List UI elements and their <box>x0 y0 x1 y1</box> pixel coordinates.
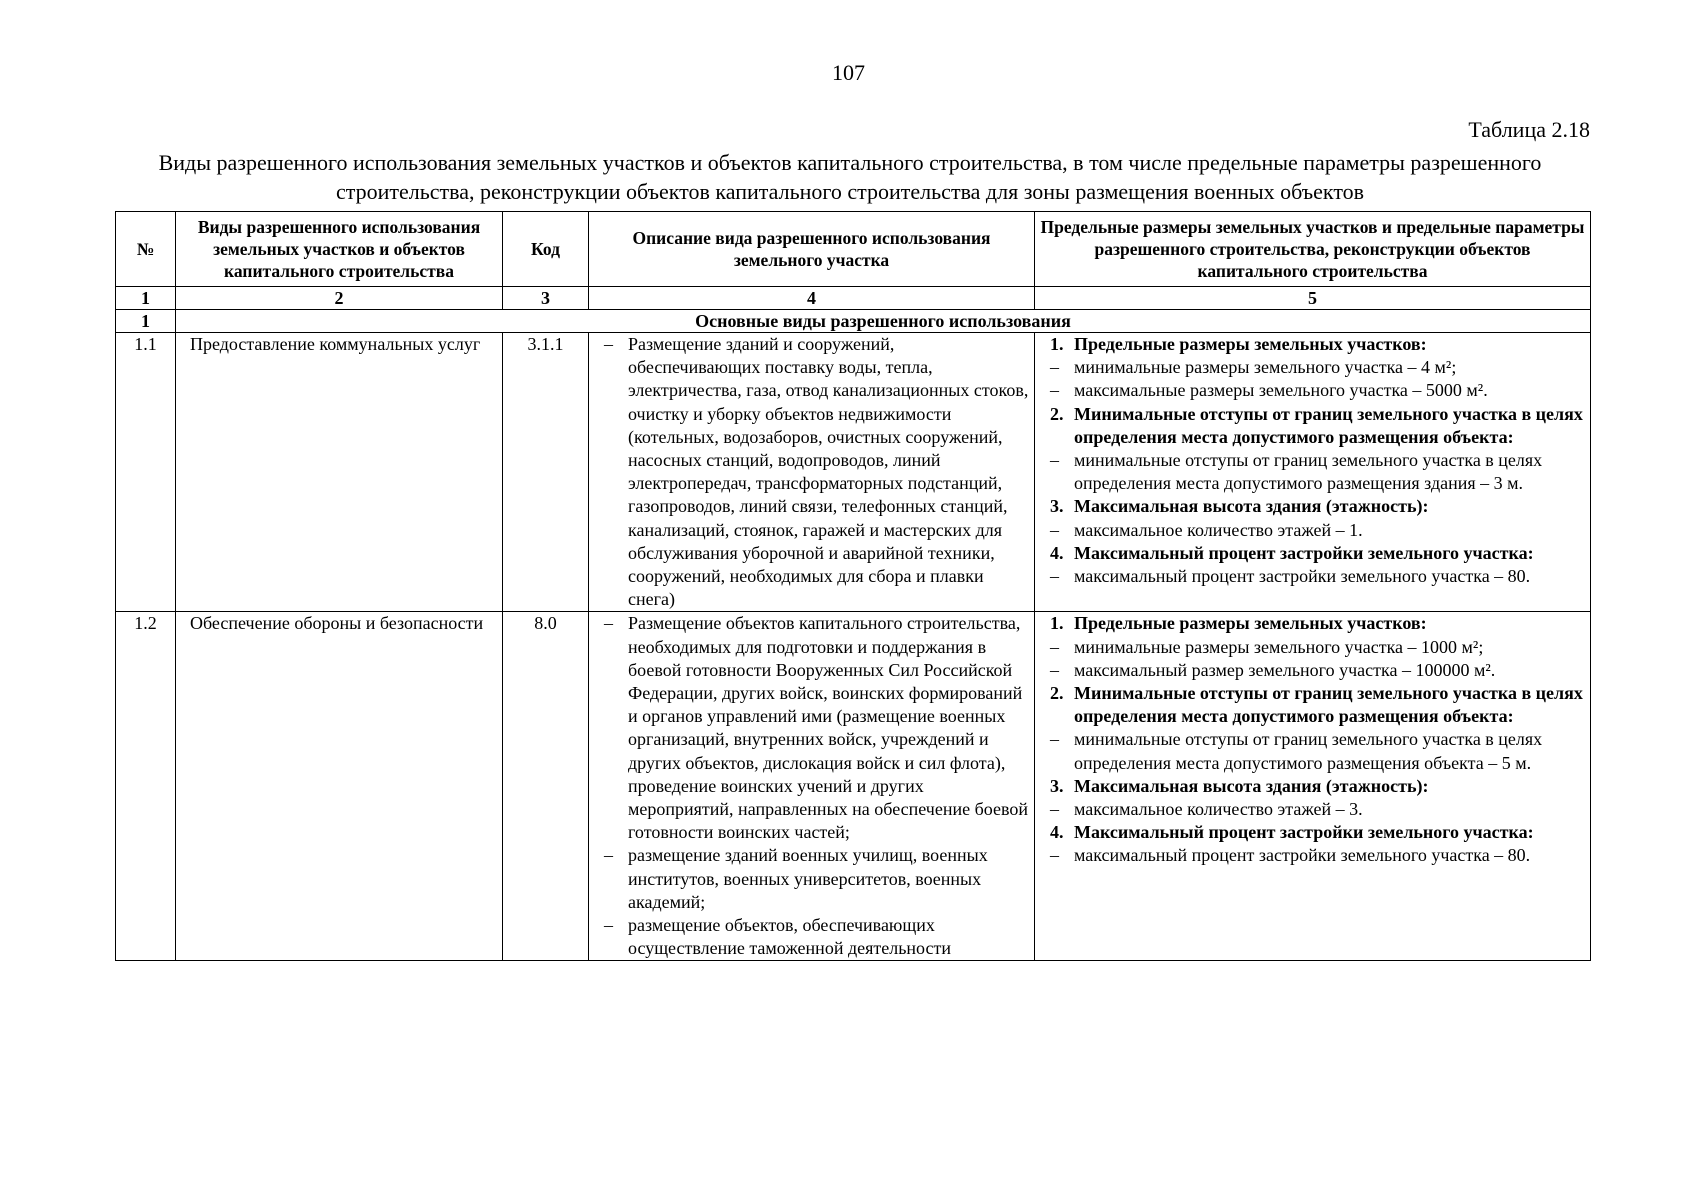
parameter-number: 3. <box>1050 496 1064 517</box>
column-number-row <box>116 287 1591 310</box>
parameter-number: 2. <box>1050 403 1064 424</box>
parameter-heading-text: Максимальный процент застройки земельного участка: <box>1074 822 1534 843</box>
column-number: 1 <box>116 287 176 310</box>
parameter-heading-text: Предельные размеры земельных участков: <box>1074 613 1427 634</box>
row-code: 8.0 <box>503 612 589 961</box>
description-item: – размещение объектов, обеспечивающих осуществление таможенной деятельности <box>594 914 1029 960</box>
parameter-heading-text: Минимальные отступы от границ земельного участка в целях определения места допустимого размещения объекта: <box>1074 403 1583 447</box>
parameter-value: – максимальные размеры земельного участка – 5000 м². <box>1040 379 1585 402</box>
parameter-heading-text: Максимальный процент застройки земельного участка: <box>1074 542 1534 563</box>
header-params: Предельные размеры земельных участков и предельные параметры разрешенного строительства, реконструкции объектов капитального строительства <box>1035 212 1591 287</box>
header-row <box>116 212 1591 287</box>
description-item: – Размещение зданий и сооружений, обеспечивающих поставку воды, тепла, электричества, газа, отвод канализационных стоков, очистку и уборку объектов недвижимости (котельных, водозаборов, очистных сооружений, насосных станций, водопроводов, линий электропередач, трансформаторных подстанций, газопроводов, линий связи, телефонных станций, канализаций, стоянок, гаражей и мастерских для обслуживания уборочной и аварийной техники, сооружений, необходимых для сбора и плавки снега) <box>594 333 1029 611</box>
column-number: 2 <box>176 287 503 310</box>
parameter-value: – максимальный размер земельного участка – 100000 м². <box>1040 659 1585 682</box>
table-row <box>116 612 1591 961</box>
header-num: № <box>116 212 176 287</box>
parameter-value: – максимальное количество этажей – 3. <box>1040 798 1585 821</box>
table-title: Виды разрешенного использования земельных участков и объектов капитального строительства, в том числе предельные параметры разрешенного строительства, реконструкции объектов капитального строительства для зоны размещения военных объектов <box>158 150 1542 204</box>
parameter-value: – максимальное количество этажей – 1. <box>1040 519 1585 542</box>
parameter-heading-text: Максимальная высота здания (этажность): <box>1074 496 1429 517</box>
parameter-heading-text: Минимальные отступы от границ земельного участка в целях определения места допустимого размещения объекта: <box>1074 683 1583 727</box>
header-code: Код <box>503 212 589 287</box>
header-kind: Виды разрешенного использования земельных участков и объектов капитального строительства <box>176 212 503 287</box>
parameter-value: – максимальный процент застройки земельного участка – 80. <box>1040 844 1585 867</box>
row-number: 1.1 <box>116 333 176 612</box>
parameter-heading <box>1040 495 1585 518</box>
section-number: 1 <box>116 310 176 333</box>
column-number: 5 <box>1035 287 1591 310</box>
parameter-heading <box>1040 775 1585 798</box>
row-description <box>589 612 1035 961</box>
parameter-heading <box>1040 333 1585 356</box>
row-parameters <box>1035 333 1591 612</box>
parameter-value: – минимальные размеры земельного участка – 1000 м²; <box>1040 636 1585 659</box>
parameter-number: 1. <box>1050 613 1064 634</box>
parameter-heading <box>1040 821 1585 844</box>
parameter-heading <box>1040 612 1585 635</box>
description-item: – Размещение объектов капитального строительства, необходимых для подготовки и поддержания в боевой готовности Вооруженных Сил Российской Федерации, других войск, воинских формирований и органов управлений ими (размещение военных организаций, внутренних войск, учреждений и других объектов, дислокация войск и сил флота), проведение воинских учений и других мероприятий, направленных на обеспечение боевой готовности воинских частей; <box>594 612 1029 844</box>
parameter-number: 4. <box>1050 542 1064 563</box>
zoning-table <box>115 211 1591 961</box>
row-kind: Предоставление коммунальных услуг <box>176 333 503 612</box>
parameter-value: – минимальные отступы от границ земельного участка в целях определения места допустимого размещения здания – 3 м. <box>1040 449 1585 495</box>
section-title: Основные виды разрешенного использования <box>176 310 1591 333</box>
row-description <box>589 333 1035 612</box>
table-label: Таблица 2.18 <box>1468 117 1590 142</box>
parameter-value: – максимальный процент застройки земельного участка – 80. <box>1040 565 1585 588</box>
row-kind: Обеспечение обороны и безопасности <box>176 612 503 961</box>
parameter-number: 2. <box>1050 683 1064 704</box>
column-number: 4 <box>589 287 1035 310</box>
row-number: 1.2 <box>116 612 176 961</box>
parameter-heading <box>1040 682 1585 728</box>
parameter-number: 3. <box>1050 775 1064 796</box>
table-row <box>116 333 1591 612</box>
description-item: – размещение зданий военных училищ, военных институтов, военных университетов, военных академий; <box>594 844 1029 914</box>
row-parameters <box>1035 612 1591 961</box>
parameter-value: – минимальные размеры земельного участка – 4 м²; <box>1040 356 1585 379</box>
page-number: 107 <box>832 60 865 85</box>
parameter-value: – минимальные отступы от границ земельного участка в целях определения места допустимого размещения объекта – 5 м. <box>1040 728 1585 774</box>
row-code: 3.1.1 <box>503 333 589 612</box>
parameter-number: 1. <box>1050 334 1064 354</box>
parameter-heading-text: Предельные размеры земельных участков: <box>1074 334 1427 354</box>
parameter-heading <box>1040 542 1585 565</box>
parameter-heading <box>1040 403 1585 449</box>
header-desc: Описание вида разрешенного использования земельного участка <box>589 212 1035 287</box>
parameter-heading-text: Максимальная высота здания (этажность): <box>1074 775 1429 796</box>
parameter-number: 4. <box>1050 822 1064 843</box>
section-row <box>116 310 1591 333</box>
column-number: 3 <box>503 287 589 310</box>
